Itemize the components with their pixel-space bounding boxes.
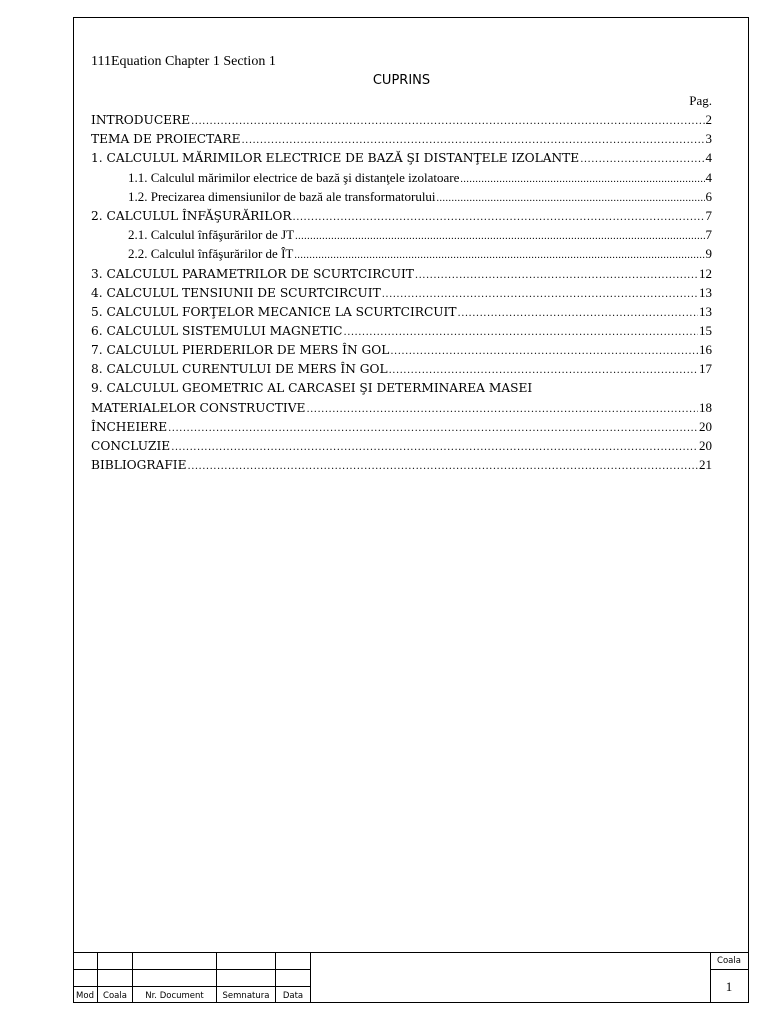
toc-entry-title: 1. CALCULUL MĂRIMILOR ELECTRICE DE BAZĂ ŞI DISTANŢELE IZOLANTE <box>91 151 580 166</box>
toc-entry-page: 15 <box>699 323 712 339</box>
toc-dot-leader <box>458 304 698 321</box>
page-column-label: Pag. <box>689 93 712 108</box>
toc-dot-leader <box>460 170 704 187</box>
title-block-row-line <box>710 969 749 970</box>
toc-entry-title: 5. CALCULUL FORŢELOR MECANICE LA SCURTCIRCUIT <box>91 304 457 319</box>
label-coala: Coala <box>103 991 127 1001</box>
toc-entry-title: 1.1. Calculul mărimilor electrice de bază şi distanţele izolatoare <box>128 169 460 185</box>
toc-entry <box>91 110 712 129</box>
toc-entry-title: 2.2. Calculul înfăşurărilor de ÎT <box>128 246 294 262</box>
toc-dot-leader <box>168 419 698 436</box>
toc-entry-page: 7 <box>705 227 712 243</box>
toc-subentry <box>91 168 712 187</box>
toc-entry <box>91 436 712 455</box>
table-of-contents <box>91 110 712 475</box>
toc-dot-leader <box>382 285 698 302</box>
toc-entry-page: 20 <box>699 438 712 454</box>
toc-dot-leader <box>295 227 704 244</box>
toc-entry-page: 21 <box>699 457 712 473</box>
title-block <box>73 952 749 1003</box>
toc-entry-title: BIBLIOGRAFIE <box>91 458 187 473</box>
toc-entry-title: 1.2. Precizarea dimensiunilor de bază ale transformatorului <box>128 188 436 204</box>
toc-entry-title: 3. CALCULUL PARAMETRILOR DE SCURTCIRCUIT <box>91 266 414 281</box>
toc-dot-leader <box>389 361 698 378</box>
toc-entry-page: 13 <box>699 284 712 300</box>
title-block-col-line <box>310 952 311 1003</box>
toc-entry <box>91 398 712 417</box>
toc-entry-title: 2. CALCULUL ÎNFĂŞURĂRILOR <box>91 208 292 223</box>
toc-entry <box>91 321 712 340</box>
toc-entry-title: TEMA DE PROIECTARE <box>91 132 241 147</box>
toc-entry <box>91 379 712 398</box>
toc-entry-title: CONCLUZIE <box>91 439 171 454</box>
toc-entry-page: 7 <box>705 207 712 223</box>
sheet-label: Coala <box>717 956 741 966</box>
toc-dot-leader <box>306 400 698 417</box>
toc-entry <box>91 129 712 148</box>
toc-entry <box>91 359 712 378</box>
toc-entry <box>91 455 712 474</box>
toc-entry-title: 2.1. Calculul înfăşurărilor de JT <box>128 227 295 243</box>
toc-dot-leader <box>437 189 705 206</box>
toc-dot-leader <box>191 112 704 129</box>
toc-entry-page: 13 <box>699 303 712 319</box>
toc-dot-leader <box>390 342 698 359</box>
toc-entry-page: 4 <box>705 169 712 185</box>
toc-entry <box>91 340 712 359</box>
toc-entry <box>91 283 712 302</box>
toc-entry-page: 9 <box>705 246 712 262</box>
toc-entry-page: 12 <box>699 265 712 281</box>
toc-entry <box>91 264 712 283</box>
toc-entry-page: 2 <box>705 112 712 127</box>
equation-header: 111Equation Chapter 1 Section 1 <box>91 54 276 69</box>
toc-dot-leader <box>415 266 698 283</box>
label-semnatura: Semnatura <box>222 991 270 1001</box>
toc-dot-leader <box>580 150 704 167</box>
toc-subentry <box>91 225 712 244</box>
toc-entry-title: MATERIALELOR CONSTRUCTIVE <box>91 400 306 415</box>
toc-entry-title: INTRODUCERE <box>91 113 191 127</box>
toc-dot-leader <box>344 323 698 340</box>
toc-dot-leader <box>294 246 704 263</box>
toc-entry-page: 18 <box>699 399 712 415</box>
toc-entry-page: 17 <box>699 361 712 377</box>
sheet-number: 1 <box>725 979 733 994</box>
toc-dot-leader <box>293 208 705 225</box>
label-nr-document: Nr. Document <box>145 991 204 1001</box>
toc-entry-title: ÎNCHEIERE <box>91 420 168 434</box>
toc-dot-leader <box>241 131 704 148</box>
toc-entry-page: 3 <box>705 131 712 147</box>
toc-entry-page: 4 <box>705 150 712 166</box>
toc-entry-title: 8. CALCULUL CURENTULUI DE MERS ÎN GOL <box>91 362 388 377</box>
toc-entry-page: 20 <box>699 419 712 434</box>
toc-entry-title: 9. CALCULUL GEOMETRIC AL CARCASEI ŞI DETERMINAREA MASEI <box>91 380 533 395</box>
document-body <box>91 52 712 475</box>
toc-subentry <box>91 244 712 263</box>
toc-entry <box>91 417 712 436</box>
toc-dot-leader <box>188 457 698 474</box>
label-data: Data <box>282 991 304 1001</box>
toc-entry <box>91 206 712 225</box>
toc-entry <box>91 302 712 321</box>
toc-entry-title: 4. CALCULUL TENSIUNII DE SCURTCIRCUIT <box>91 285 381 300</box>
page-title: CUPRINS <box>372 73 431 88</box>
toc-subentry <box>91 187 712 206</box>
toc-entry <box>91 148 712 167</box>
label-mod: Mod <box>76 991 94 1001</box>
toc-dot-leader <box>171 438 698 455</box>
title-block-top-line <box>73 952 749 953</box>
toc-entry-title: 6. CALCULUL SISTEMULUI MAGNETIC <box>91 324 343 339</box>
toc-entry-page: 6 <box>705 188 712 204</box>
toc-entry-title: 7. CALCULUL PIERDERILOR DE MERS ÎN GOL <box>91 343 390 358</box>
toc-entry-page: 16 <box>699 342 712 358</box>
